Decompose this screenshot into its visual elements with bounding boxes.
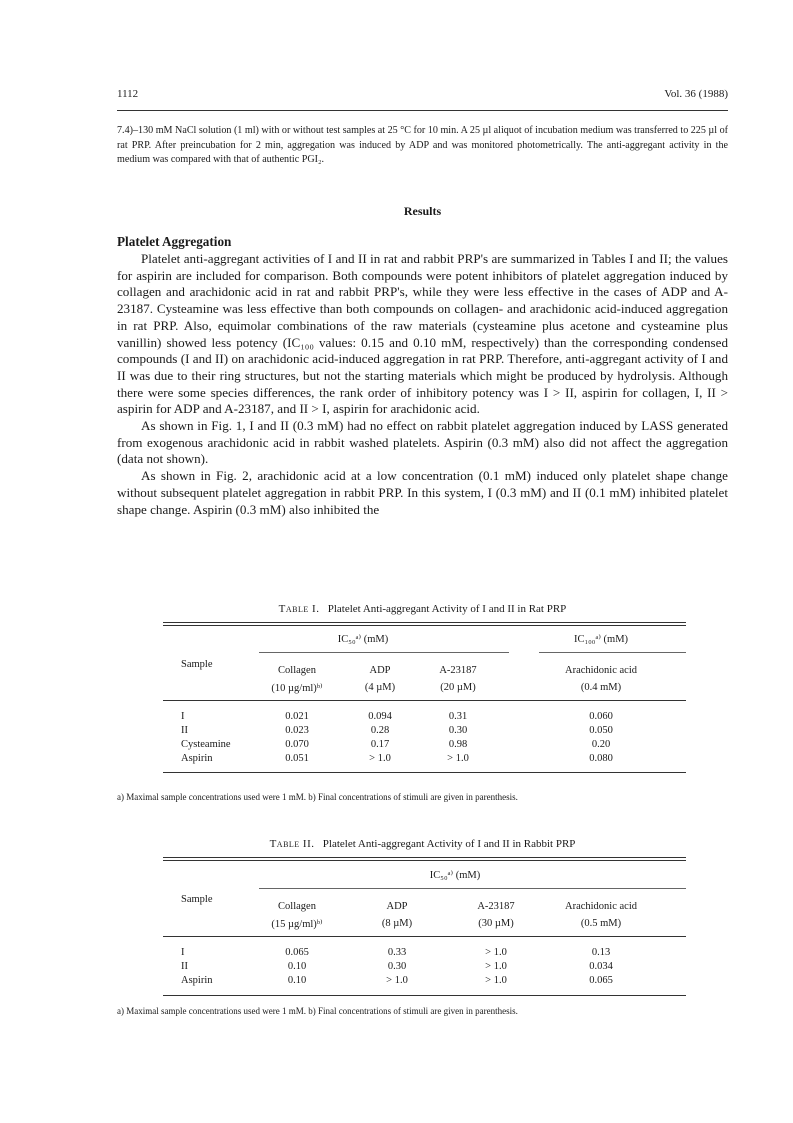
table1-caption: [117, 603, 728, 615]
table2-sample-header: Sample: [181, 894, 213, 905]
table1-sample-header: Sample: [181, 659, 213, 670]
table2-title: Platelet Anti-aggregant Activity of I and II in Rabbit PRP: [322, 838, 576, 850]
table2-value-cell: 0.13: [591, 947, 611, 958]
table1-value-cell: 0.080: [589, 753, 613, 764]
table2-header-rule: [163, 936, 686, 937]
table1-group2-rule: [539, 652, 686, 653]
table1-value-cell: 0.28: [370, 725, 390, 736]
body-paragraph: Platelet anti-aggregant activities of I and II in rat and rabbit PRP's are summarized in Tables I and II; the values for aspirin are included for comparison. Both compounds were potent inhibitors of platelet aggregation induced by collagen and arachidonic acid in rat and rabbit PRP's, while they were less effective in the cases of ADP and A-23187. Cysteamine was less effective than both compounds on collagen- and arachidonic acid-induced aggregation in rat PRP. Also, equimolar combinations of the raw materials (cysteamine plus acetone and cysteamine plus vanillin) showed less potency (IC₁₀₀ values: 0.15 and 0.10 mM, respectively) than the corresponding condensed compounds (I and II) on arachidonic acid-induced aggregation in rat PRP. Therefore, anti-aggregant activity of I and II was due to their ring structures, but not the starting materials which might be produced by hydrolysis. Although there were some species differences, the rank order of inhibitory potency was I > II, aspirin for collagen, I, II > aspirin for ADP and A-23187, and II > I, aspirin for arachidonic acid.: [117, 251, 728, 417]
table2-value-cell: > 1.0: [485, 961, 507, 972]
table2-footnote: a) Maximal sample concentrations used were 1 mM. b) Final concentrations of stimuli are given in parenthesis.: [117, 1006, 518, 1016]
table2-col-conc: (8 µM): [381, 918, 413, 929]
table1-col-name: Collagen: [278, 665, 316, 676]
table2-label: Table II.: [269, 838, 315, 850]
table2-sample-cell: I: [181, 947, 185, 958]
table1-title: Platelet Anti-aggregant Activity of I and II in Rat PRP: [327, 603, 567, 615]
table2-sample-cell: II: [181, 961, 188, 972]
table1-sample-cell: I: [181, 711, 185, 722]
table2-col-name: Arachidonic acid: [564, 901, 638, 912]
table2-bottom-rule: [163, 995, 686, 996]
table1-bottom-rule: [163, 772, 686, 773]
table1-top-rule: [163, 625, 686, 626]
table1-col-name: Arachidonic acid: [564, 665, 638, 676]
table2-value-cell: 0.034: [589, 961, 613, 972]
table1-value-cell: 0.021: [285, 711, 309, 722]
body-paragraph: As shown in Fig. 2, arachidonic acid at a low concentration (0.1 mM) induced only platelet shape change without subsequent platelet aggregation in rabbit PRP. In this system, I (0.3 mM) and II (0.1 mM) inhibited platelet shape change. Aspirin (0.3 mM) also inhibited the: [117, 468, 728, 517]
table2-group1-rule: [259, 888, 686, 889]
body-paragraph: As shown in Fig. 1, I and II (0.3 mM) had no effect on rabbit platelet aggregation induced by LASS generated from exogenous arachidonic acid in rabbit washed platelets. Aspirin (0.3 mM) also did not affect the aggregation (data not shown).: [117, 418, 728, 467]
table1-label: Table I.: [278, 603, 320, 615]
table1-value-cell: 0.30: [448, 725, 468, 736]
table2-value-cell: > 1.0: [386, 975, 408, 986]
table2-value-cell: > 1.0: [485, 975, 507, 986]
header-rule: [117, 110, 728, 111]
table2-top-rule: [163, 857, 686, 858]
table1-col-conc: (0.4 mM): [580, 682, 622, 693]
section-subheading: Platelet Aggregation: [117, 234, 232, 249]
table2-col-name: ADP: [386, 901, 408, 912]
table2-value-cell: > 1.0: [485, 947, 507, 958]
table1-sample-cell: Cysteamine: [181, 739, 231, 750]
table2-value-cell: 0.30: [387, 961, 407, 972]
table1-group2-header: IC₁₀₀ᵃ⁾ (mM): [573, 634, 629, 645]
results-heading: Results: [403, 204, 442, 218]
table1-col-conc: (4 µM): [364, 682, 396, 693]
table1-col-name: ADP: [369, 665, 391, 676]
table1-group1-rule: [259, 652, 509, 653]
table2-col-name: Collagen: [278, 901, 316, 912]
table2-value-cell: 0.065: [589, 975, 613, 986]
table1-value-cell: 0.023: [285, 725, 309, 736]
table2-col-conc: (15 µg/ml)ᵇ⁾: [271, 919, 323, 930]
table1-group1-header: IC₅₀ᵃ⁾ (mM): [337, 634, 389, 645]
table1-value-cell: 0.060: [589, 711, 613, 722]
table2-col-conc: (0.5 mM): [580, 918, 622, 929]
table1-header-rule: [163, 700, 686, 701]
table2-value-cell: 0.33: [387, 947, 407, 958]
table2-sample-cell: Aspirin: [181, 975, 213, 986]
table1-col-conc: (20 µM): [440, 682, 476, 693]
methods-paragraph: 7.4)–130 mM NaCl solution (1 ml) with or without test samples at 25 °C for 10 min. A 25 µl aliquot of incubation medium was transferred to 225 µl of rat PRP. After preincubation for 2 min, aggregation was induced by ADP and was monitored photometrically. The anti-aggregant activity in the medium was compared with that of authentic PGI₂.: [117, 125, 728, 166]
table1-sample-cell: II: [181, 725, 188, 736]
table1-sample-cell: Aspirin: [181, 753, 213, 764]
table1-col-conc: (10 µg/ml)ᵇ⁾: [271, 683, 323, 694]
table1-value-cell: 0.98: [448, 739, 468, 750]
volume-label: Vol. 36 (1988): [664, 88, 728, 100]
page-number: 1112: [117, 88, 139, 100]
table1-value-cell: 0.20: [591, 739, 611, 750]
table1-value-cell: 0.31: [448, 711, 468, 722]
table2-value-cell: 0.10: [287, 961, 307, 972]
results-body: [117, 251, 728, 518]
table1-value-cell: 0.050: [589, 725, 613, 736]
table1-value-cell: 0.070: [285, 739, 309, 750]
table2-value-cell: 0.065: [285, 947, 309, 958]
table1-value-cell: 0.17: [370, 739, 390, 750]
table2-caption: [117, 838, 728, 850]
table1-value-cell: 0.094: [368, 711, 392, 722]
table1-value-cell: 0.051: [285, 753, 309, 764]
table1-value-cell: > 1.0: [447, 753, 469, 764]
table2-top-rule: [163, 860, 686, 861]
table1-col-name: A-23187: [439, 665, 477, 676]
table1-footnote: a) Maximal sample concentrations used were 1 mM. b) Final concentrations of stimuli are given in parenthesis.: [117, 792, 518, 802]
table2-col-conc: (30 µM): [478, 918, 514, 929]
table1-value-cell: > 1.0: [369, 753, 391, 764]
table1-top-rule: [163, 622, 686, 623]
table2-col-name: A-23187: [477, 901, 515, 912]
table2-group1-header: IC₅₀ᵃ⁾ (mM): [429, 870, 481, 881]
table2-value-cell: 0.10: [287, 975, 307, 986]
